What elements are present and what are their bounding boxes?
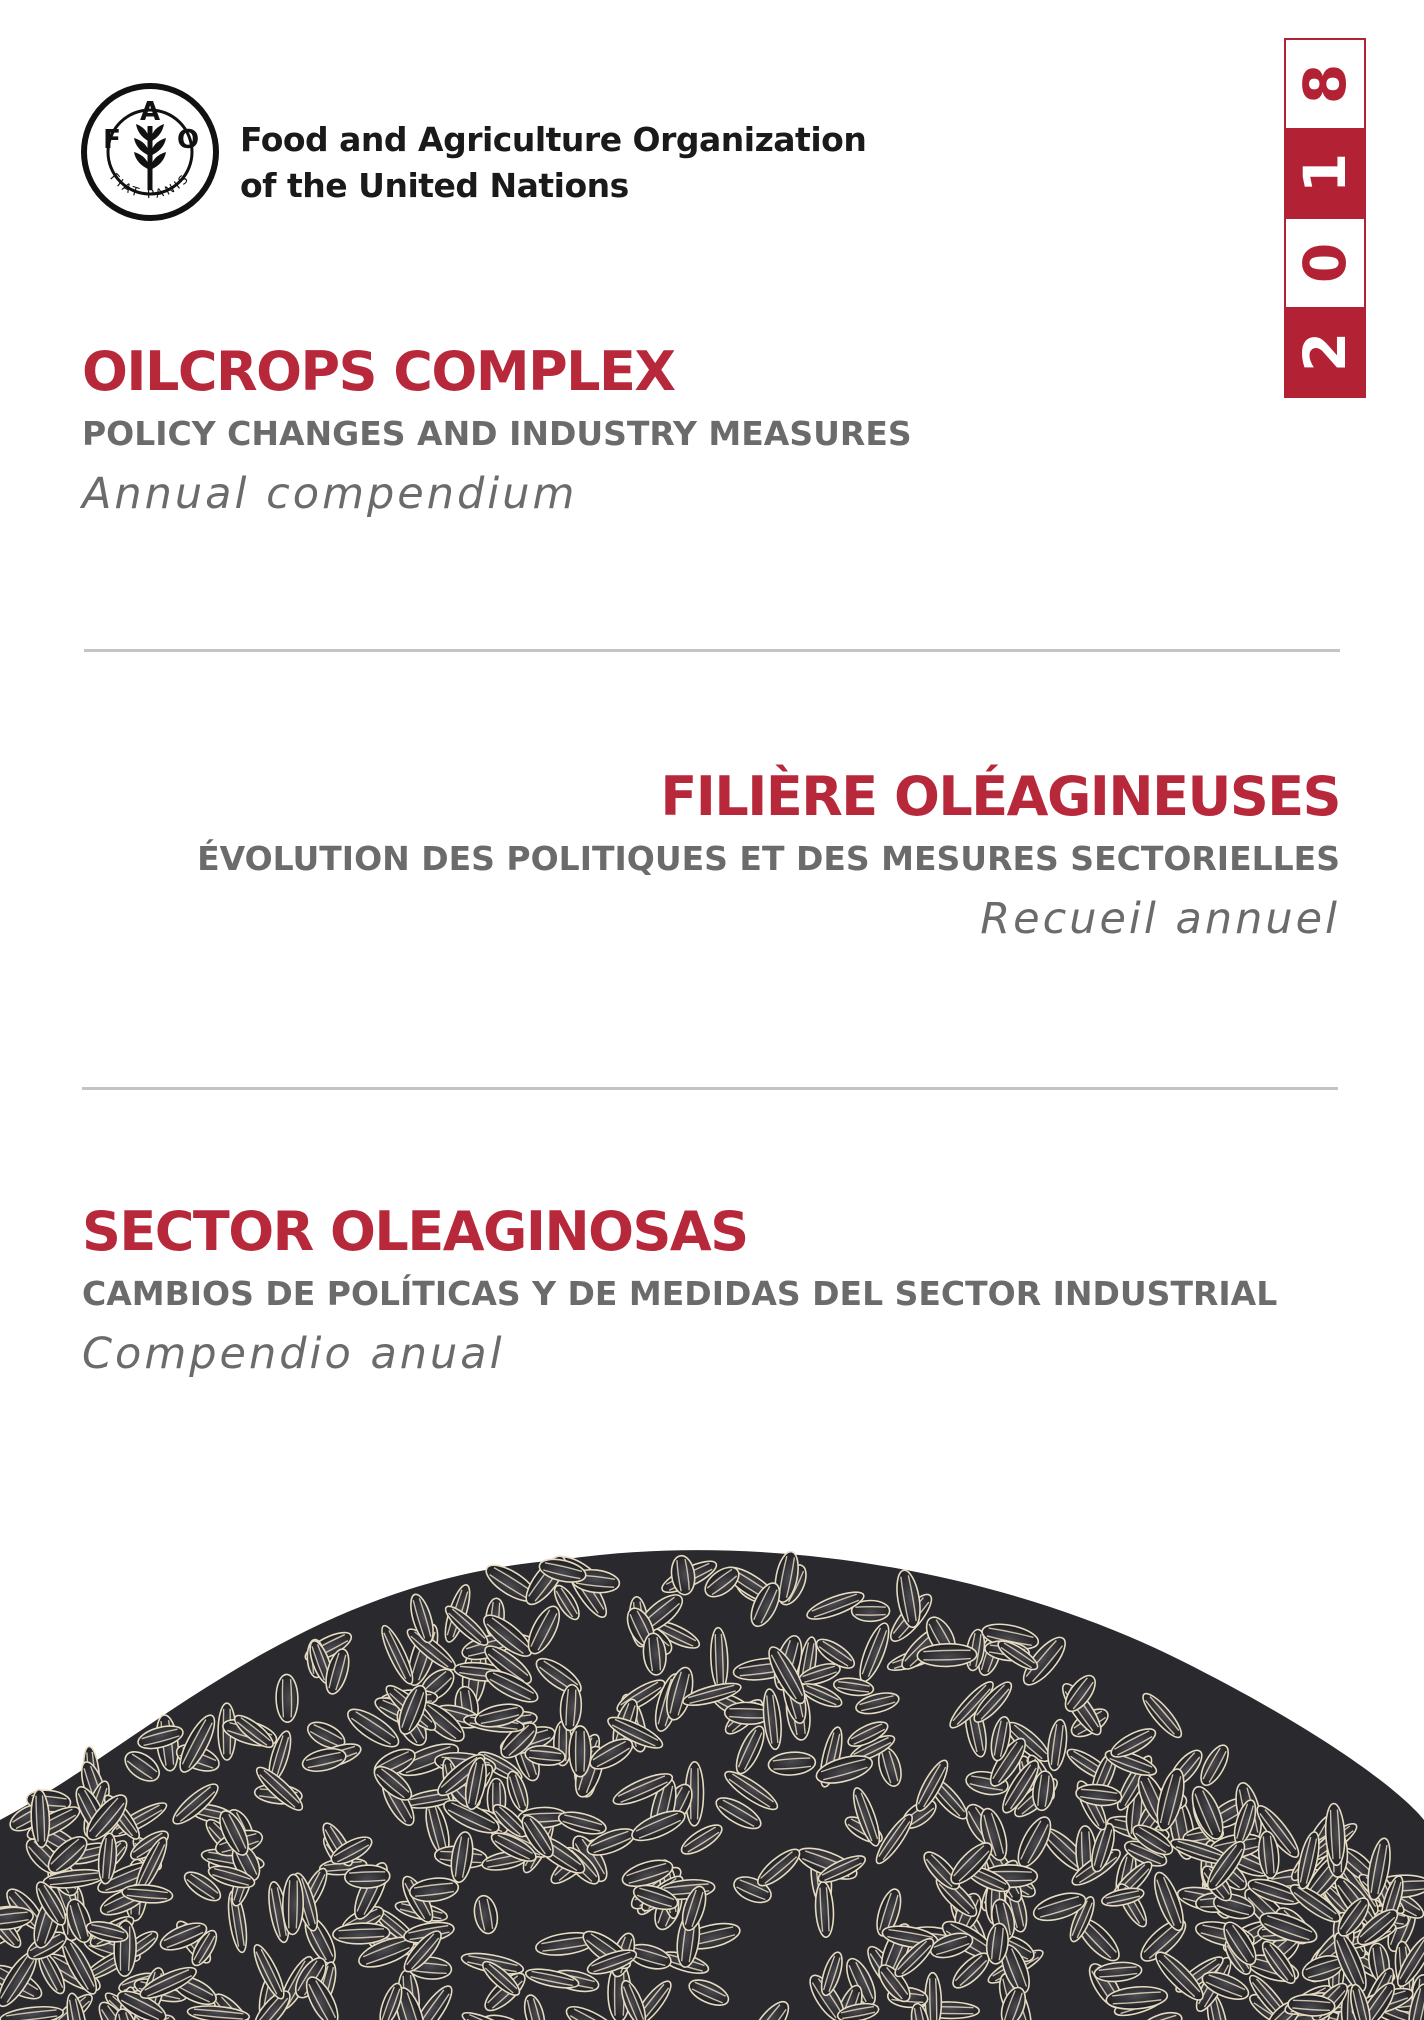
section-spanish xyxy=(82,1200,1277,1382)
subtitle-english: POLICY CHANGES AND INDUSTRY MEASURES xyxy=(82,414,912,453)
organization-name xyxy=(240,117,866,209)
org-name-line1: Food and Agriculture Organization xyxy=(240,120,867,159)
divider xyxy=(82,1087,1338,1090)
fao-logo xyxy=(80,82,220,222)
subtitle-spanish: CAMBIOS DE POLÍTICAS Y DE MEDIDAS DEL SECTOR INDUSTRIAL xyxy=(82,1274,1278,1313)
year-digit: 8 xyxy=(1286,40,1364,128)
tagline-english: Annual compendium xyxy=(82,469,578,519)
logo-letter-f: F xyxy=(103,125,121,155)
logo-letter-a: A xyxy=(139,97,161,127)
org-name-line2: of the United Nations xyxy=(240,166,629,205)
section-french xyxy=(197,765,1340,947)
subtitle-french: ÉVOLUTION DES POLITIQUES ET DES MESURES SECTORIELLES xyxy=(197,839,1340,878)
year-digit: 1 xyxy=(1286,128,1364,218)
logo-motto: FIAT PANIS xyxy=(107,170,193,202)
logo-letter-o: O xyxy=(176,125,200,155)
section-english xyxy=(82,340,912,522)
tagline-french: Recueil annuel xyxy=(980,894,1340,944)
year-digit: 0 xyxy=(1286,217,1364,307)
title-spanish: SECTOR OLEAGINOSAS xyxy=(82,1200,748,1263)
tagline-spanish: Compendio anual xyxy=(82,1329,505,1379)
sunflower-seeds-image xyxy=(0,1490,1424,2020)
title-french: FILIÈRE OLÉAGINEUSES xyxy=(660,765,1340,828)
year-digit: 2 xyxy=(1286,307,1364,397)
year-badge xyxy=(1284,38,1366,398)
title-english: OILCROPS COMPLEX xyxy=(82,340,675,403)
divider xyxy=(84,649,1340,652)
